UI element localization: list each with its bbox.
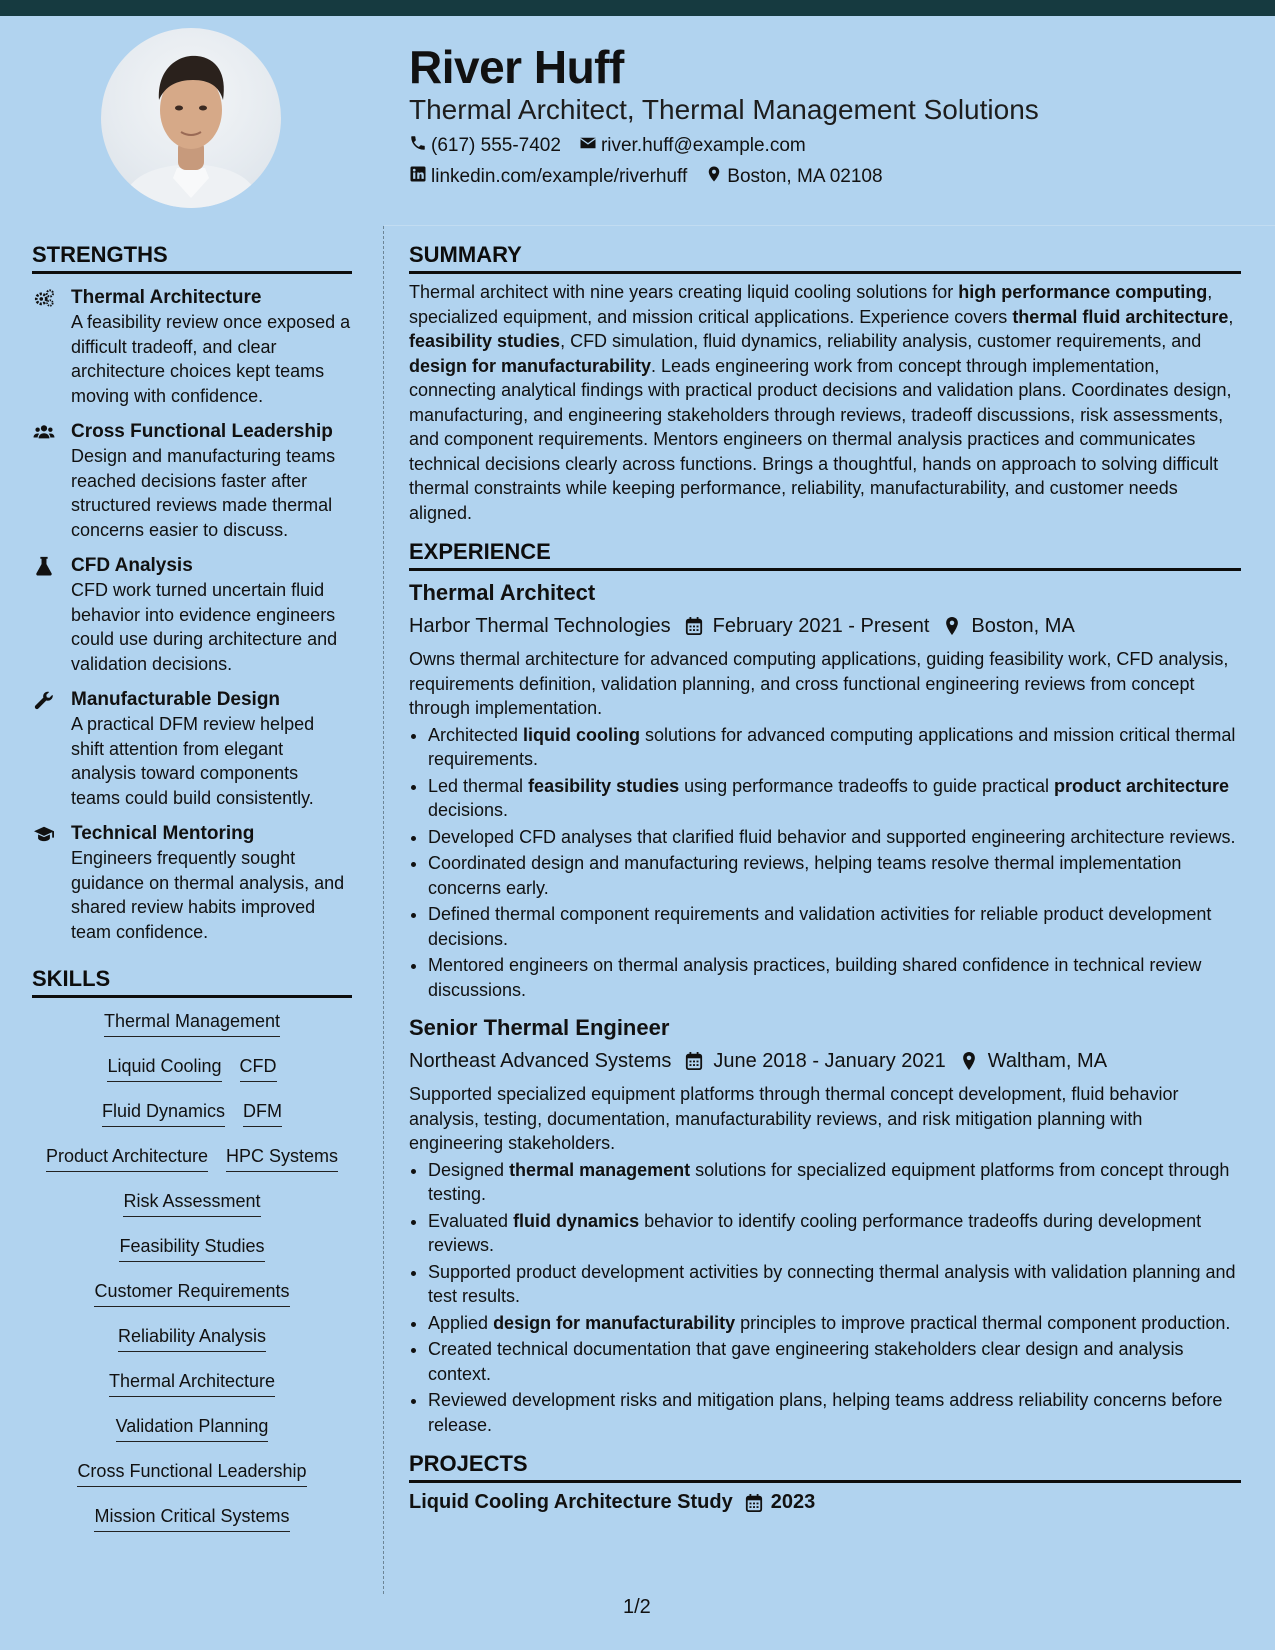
text-run: Led thermal bbox=[428, 775, 529, 796]
bullet-item bbox=[428, 1209, 1241, 1258]
skill-row bbox=[102, 1100, 282, 1145]
skill-row bbox=[119, 1235, 264, 1280]
skill-tag: Thermal Architecture bbox=[109, 1370, 275, 1397]
bullet-item bbox=[428, 953, 1241, 1002]
envelope-icon bbox=[579, 134, 597, 158]
skill-row bbox=[116, 1415, 269, 1460]
job-entry bbox=[409, 1014, 1241, 1437]
map-pin-icon bbox=[705, 165, 723, 189]
candidate-headline: Thermal Architect, Thermal Management Solutions bbox=[409, 94, 1039, 125]
summary-heading: SUMMARY bbox=[409, 242, 1241, 274]
job-dates: June 2018 - January 2021 bbox=[713, 1049, 946, 1072]
strength-title: Cross Functional Leadership bbox=[71, 421, 333, 442]
skill-tag: Thermal Management bbox=[104, 1010, 280, 1037]
project-year: 2023 bbox=[770, 1491, 816, 1513]
map-pin-icon bbox=[960, 1051, 978, 1071]
skill-row bbox=[94, 1280, 289, 1325]
experience-list bbox=[409, 579, 1241, 1437]
text-run: using performance tradeoffs to guide practical bbox=[679, 775, 1055, 796]
skill-tag: Reliability Analysis bbox=[118, 1325, 266, 1352]
bullet-item bbox=[428, 1311, 1241, 1336]
strengths-heading: STRENGTHS bbox=[32, 242, 352, 274]
bold-phrase: product architecture bbox=[1054, 775, 1230, 796]
text-run: , bbox=[1228, 306, 1234, 327]
text-run: Designed bbox=[428, 1159, 510, 1180]
text-run: Coordinated design and manufacturing reviews, helping teams resolve thermal implementation concerns early. bbox=[428, 853, 1182, 898]
job-entry bbox=[409, 579, 1241, 1002]
job-meta bbox=[409, 1046, 1241, 1076]
strength-item bbox=[32, 822, 352, 944]
text-run: . Leads engineering work from concept through implementation, connecting analytical findings with practical product decisions and validation plans. Coordinates design, manufacturing, and engineering stakeholders through reviews, tradeoff discussions, risk assessments, and component requirements. Mentors engineers on thermal analysis practices and communicates technical decisions clearly across functions. Brings a thoughtful, hands on approach to solving difficult thermal constraints while keeping performance, reliability, manufacturability, and customer needs aligned. bbox=[409, 355, 1232, 523]
job-title: Senior Thermal Engineer bbox=[409, 1015, 670, 1040]
linkedin-contact[interactable] bbox=[409, 165, 687, 189]
skill-row bbox=[46, 1145, 338, 1190]
skill-tag: DFM bbox=[243, 1100, 282, 1127]
contact-row-1 bbox=[409, 134, 806, 158]
skill-tag: Customer Requirements bbox=[94, 1280, 289, 1307]
bold-phrase: fluid dynamics bbox=[513, 1210, 640, 1231]
phone-icon bbox=[409, 134, 427, 158]
bold-phrase: thermal fluid architecture bbox=[1012, 306, 1229, 327]
bullet-item bbox=[428, 1158, 1241, 1207]
text-run: , specialized equipment, and mission critical applications. Experience covers bbox=[409, 282, 1213, 327]
wrench-icon bbox=[32, 689, 56, 711]
strength-item bbox=[32, 554, 352, 676]
bullet-item bbox=[428, 902, 1241, 951]
text-run: Developed CFD analyses that clarified fluid behavior and supported engineering architecture reviews. bbox=[428, 826, 1236, 847]
strength-title: Manufacturable Design bbox=[71, 689, 281, 710]
skill-tag: HPC Systems bbox=[226, 1145, 338, 1172]
skill-row bbox=[104, 1010, 280, 1055]
map-pin-icon bbox=[943, 616, 961, 636]
bullet-item bbox=[428, 851, 1241, 900]
text-run: behavior to identify cooling performance tradeoffs during development reviews. bbox=[428, 1210, 1202, 1255]
job-description: Supported specialized equipment platforms through thermal concept development, fluid behavior analysis, testing, documentation, manufacturability reviews, and risk mitigation planning with engineering stakeholders. bbox=[409, 1084, 1179, 1153]
job-description: Owns thermal architecture for advanced computing applications, guiding feasibility work, CFD analysis, requirements definition, validation planning, and cross functional engineering reviews from concept through implementation. bbox=[409, 649, 1229, 718]
bold-phrase: high performance computing bbox=[958, 282, 1208, 302]
job-location: Waltham, MA bbox=[987, 1049, 1108, 1072]
skill-row bbox=[109, 1370, 275, 1415]
column-divider bbox=[383, 226, 384, 1594]
email-contact[interactable] bbox=[579, 134, 806, 158]
users-icon bbox=[32, 421, 56, 443]
bold-phrase: feasibility studies bbox=[409, 331, 561, 351]
job-title: Thermal Architect bbox=[409, 580, 596, 605]
candidate-name: River Huff bbox=[409, 41, 624, 93]
contact-row-2 bbox=[409, 165, 883, 189]
gears-icon bbox=[32, 287, 56, 309]
skill-row bbox=[123, 1190, 260, 1235]
flask-icon bbox=[32, 555, 56, 577]
strength-item bbox=[32, 286, 352, 408]
profile-photo bbox=[101, 28, 281, 208]
location-contact bbox=[705, 165, 882, 189]
text-run: solutions for specialized equipment platforms from concept through testing. bbox=[428, 1159, 1230, 1204]
skills-list bbox=[32, 1010, 352, 1550]
linkedin-icon bbox=[409, 165, 427, 189]
strength-title: Thermal Architecture bbox=[71, 287, 262, 308]
skill-tag: Validation Planning bbox=[116, 1415, 269, 1442]
strength-item bbox=[32, 420, 352, 542]
text-run: Applied bbox=[428, 1312, 494, 1333]
strengths-list bbox=[32, 286, 352, 944]
skill-tag: Liquid Cooling bbox=[107, 1055, 221, 1082]
graduation-cap-icon bbox=[32, 823, 56, 845]
left-column bbox=[32, 242, 352, 1550]
job-bullets bbox=[409, 1158, 1241, 1438]
location-text: Boston, MA 02108 bbox=[727, 166, 883, 187]
skill-tag: Feasibility Studies bbox=[119, 1235, 264, 1262]
text-run: Created technical documentation that gave engineering stakeholders clear design and analysis context. bbox=[428, 1339, 1184, 1384]
text-run: Mentored engineers on thermal analysis practices, building shared confidence in technical review discussions. bbox=[428, 955, 1202, 1000]
projects-heading: PROJECTS bbox=[409, 1451, 1241, 1483]
header-divider bbox=[384, 225, 1275, 226]
phone-text: (617) 555-7402 bbox=[431, 135, 561, 156]
strength-description: A feasibility review once exposed a difficult tradeoff, and clear architecture choices kept teams moving with confidence. bbox=[71, 312, 351, 406]
job-location: Boston, MA bbox=[971, 614, 1075, 637]
skill-tag: Risk Assessment bbox=[123, 1190, 260, 1217]
skill-row bbox=[94, 1505, 289, 1550]
text-run: , CFD simulation, fluid dynamics, reliability analysis, customer requirements, and bbox=[560, 331, 1202, 351]
strength-description: A practical DFM review helped shift attention from elegant analysis toward components teams could build consistently. bbox=[71, 714, 315, 808]
skill-tag: Mission Critical Systems bbox=[94, 1505, 289, 1532]
bullet-item bbox=[428, 1388, 1241, 1437]
strength-description: CFD work turned uncertain fluid behavior into evidence engineers could use during architecture and validation decisions. bbox=[71, 580, 338, 674]
bullet-item bbox=[428, 774, 1241, 823]
bold-phrase: feasibility studies bbox=[528, 775, 680, 796]
page-indicator: 1/2 bbox=[623, 1596, 651, 1618]
projects-list bbox=[409, 1491, 1241, 1514]
bold-phrase: design for manufacturability bbox=[409, 355, 652, 376]
job-bullets bbox=[409, 723, 1241, 1003]
text-run: Evaluated bbox=[428, 1210, 514, 1231]
company-name: Northeast Advanced Systems bbox=[409, 1049, 672, 1072]
company-name: Harbor Thermal Technologies bbox=[409, 614, 671, 637]
experience-heading: EXPERIENCE bbox=[409, 539, 1241, 571]
strength-title: CFD Analysis bbox=[71, 555, 193, 576]
calendar-icon bbox=[685, 616, 703, 636]
phone-contact[interactable] bbox=[409, 134, 561, 158]
text-run: Supported product development activities by connecting thermal analysis with validation planning and test results. bbox=[428, 1261, 1236, 1306]
strength-title: Technical Mentoring bbox=[71, 823, 255, 844]
strength-description: Engineers frequently sought guidance on thermal analysis, and shared review habits improved team confidence. bbox=[71, 848, 345, 942]
project-entry bbox=[409, 1491, 1241, 1514]
bullet-item bbox=[428, 825, 1241, 850]
bullet-item bbox=[428, 1337, 1241, 1386]
skills-heading: SKILLS bbox=[32, 966, 352, 998]
right-column bbox=[409, 242, 1241, 1514]
skill-row bbox=[118, 1325, 266, 1370]
text-run: decisions. bbox=[428, 800, 509, 820]
job-meta bbox=[409, 611, 1241, 641]
linkedin-text: linkedin.com/example/riverhuff bbox=[431, 166, 688, 187]
bold-phrase: design for manufacturability bbox=[493, 1312, 736, 1333]
strength-description: Design and manufacturing teams reached decisions faster after structured reviews made thermal concerns easier to discuss. bbox=[71, 446, 336, 540]
skill-tag: Cross Functional Leadership bbox=[77, 1460, 306, 1487]
bullet-item bbox=[428, 723, 1241, 772]
skill-tag: CFD bbox=[240, 1055, 277, 1082]
bold-phrase: liquid cooling bbox=[523, 724, 641, 745]
text-run: principles to improve practical thermal component production. bbox=[735, 1312, 1231, 1333]
bullet-item bbox=[428, 1260, 1241, 1309]
email-text: river.huff@example.com bbox=[600, 135, 806, 156]
skill-tag: Fluid Dynamics bbox=[102, 1100, 225, 1127]
skill-row bbox=[77, 1460, 306, 1505]
strength-item bbox=[32, 688, 352, 810]
top-bar bbox=[0, 0, 1275, 16]
summary-text bbox=[409, 280, 1241, 525]
text-run: Architected bbox=[428, 724, 524, 745]
calendar-icon bbox=[733, 1493, 771, 1513]
skill-tag: Product Architecture bbox=[46, 1145, 208, 1172]
job-dates: February 2021 - Present bbox=[712, 614, 930, 637]
bold-phrase: thermal management bbox=[509, 1159, 691, 1180]
skill-row bbox=[107, 1055, 276, 1100]
project-title: Liquid Cooling Architecture Study bbox=[409, 1491, 733, 1513]
text-run: solutions for advanced computing applications and mission critical thermal requirements. bbox=[428, 724, 1236, 769]
text-run: Defined thermal component requirements and validation activities for reliable product development decisions. bbox=[428, 904, 1212, 949]
text-run: Reviewed development risks and mitigation plans, helping teams address reliability concerns before release. bbox=[428, 1390, 1223, 1435]
text-run: Thermal architect with nine years creating liquid cooling solutions for bbox=[409, 282, 959, 302]
calendar-icon bbox=[685, 1051, 703, 1071]
